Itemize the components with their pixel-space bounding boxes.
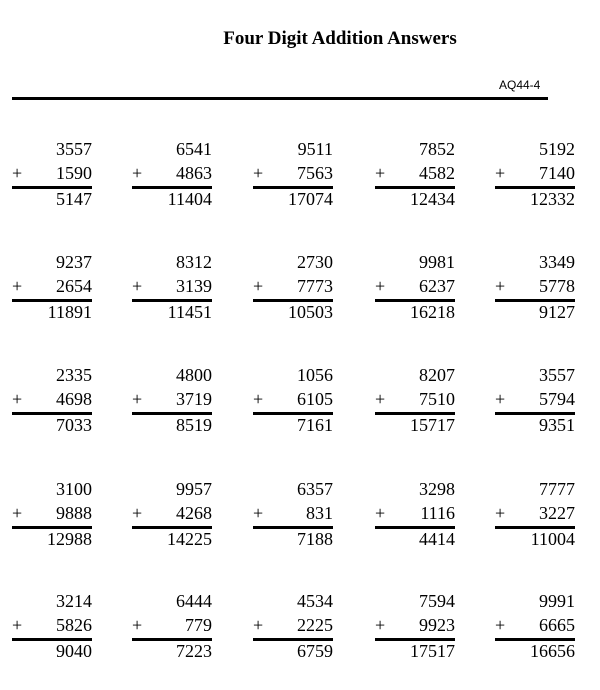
addend-top: 3100 (56, 479, 92, 499)
addend-bottom: 2654 (56, 276, 92, 296)
addition-problem (375, 478, 455, 549)
sum-answer: 15717 (410, 415, 455, 435)
page-title: Four Digit Addition Answers (223, 28, 457, 49)
plus-sign: + (12, 389, 23, 409)
addition-problem (132, 364, 212, 435)
plus-sign: + (132, 389, 143, 409)
addend-top: 7594 (419, 591, 455, 611)
sum-answer: 7033 (56, 415, 92, 435)
sum-answer: 6759 (297, 641, 333, 661)
sum-answer: 11004 (530, 529, 575, 549)
addition-problem (495, 364, 575, 435)
addend-bottom: 7510 (419, 389, 455, 409)
addend-bottom: 5826 (56, 615, 92, 635)
addend-bottom: 3227 (539, 503, 575, 523)
addend-top: 2730 (297, 252, 333, 272)
plus-sign: + (253, 163, 264, 183)
addition-problem (253, 138, 333, 209)
addend-top: 3214 (56, 591, 92, 611)
addend-bottom: 6665 (539, 615, 575, 635)
sum-answer: 5147 (56, 189, 92, 209)
plus-sign: + (495, 615, 506, 635)
addition-problem (375, 590, 455, 661)
addition-problem (253, 478, 333, 549)
sum-answer: 11891 (47, 302, 92, 322)
sum-answer: 11404 (167, 189, 212, 209)
addition-problem (253, 251, 333, 322)
plus-sign: + (132, 276, 143, 296)
addition-problem (253, 364, 333, 435)
addition-problem (12, 138, 92, 209)
sum-answer: 16656 (530, 641, 575, 661)
addition-problem (132, 590, 212, 661)
addend-bottom: 4582 (419, 163, 455, 183)
addend-top: 9991 (539, 591, 575, 611)
plus-sign: + (12, 276, 23, 296)
addend-top: 7852 (419, 139, 455, 159)
addition-problem (495, 138, 575, 209)
plus-sign: + (375, 163, 386, 183)
addend-top: 6444 (176, 591, 212, 611)
sum-answer: 10503 (288, 302, 333, 322)
addend-bottom: 1116 (420, 503, 455, 523)
plus-sign: + (375, 389, 386, 409)
plus-sign: + (495, 389, 506, 409)
addend-bottom: 1590 (56, 163, 92, 183)
addend-top: 4534 (297, 591, 333, 611)
plus-sign: + (375, 503, 386, 523)
addend-bottom: 9888 (56, 503, 92, 523)
addend-bottom: 3719 (176, 389, 212, 409)
plus-sign: + (253, 503, 264, 523)
addition-problem (12, 251, 92, 322)
worksheet-code: AQ44-4 (499, 78, 541, 92)
addend-bottom: 779 (185, 615, 212, 635)
addend-bottom: 4698 (56, 389, 92, 409)
addend-top: 6541 (176, 139, 212, 159)
addend-top: 3557 (539, 365, 575, 385)
addition-problem (495, 251, 575, 322)
sum-answer: 7161 (297, 415, 333, 435)
sum-answer: 9040 (56, 641, 92, 661)
sum-answer: 9351 (539, 415, 575, 435)
addend-top: 6357 (297, 479, 333, 499)
plus-sign: + (253, 389, 264, 409)
plus-sign: + (495, 163, 506, 183)
addend-top: 5192 (539, 139, 575, 159)
addend-bottom: 3139 (176, 276, 212, 296)
sum-answer: 17517 (410, 641, 455, 661)
sum-answer: 9127 (539, 302, 575, 322)
plus-sign: + (132, 163, 143, 183)
addition-problem (495, 478, 575, 549)
addend-bottom: 6237 (419, 276, 455, 296)
plus-sign: + (253, 615, 264, 635)
plus-sign: + (132, 503, 143, 523)
addend-bottom: 5794 (539, 389, 575, 409)
sum-answer: 12434 (410, 189, 455, 209)
addition-problem (253, 590, 333, 661)
addend-top: 9511 (297, 139, 333, 159)
sum-answer: 8519 (176, 415, 212, 435)
plus-sign: + (495, 276, 506, 296)
plus-sign: + (495, 503, 506, 523)
addend-top: 9981 (419, 252, 455, 272)
addition-problem (132, 251, 212, 322)
sum-answer: 17074 (288, 189, 333, 209)
sum-answer: 12332 (530, 189, 575, 209)
addend-top: 9957 (176, 479, 212, 499)
addend-top: 2335 (56, 365, 92, 385)
addition-problem (375, 138, 455, 209)
addend-bottom: 6105 (297, 389, 333, 409)
addend-bottom: 9923 (419, 615, 455, 635)
addition-problem (132, 478, 212, 549)
addend-bottom: 7563 (297, 163, 333, 183)
sum-answer: 7188 (297, 529, 333, 549)
addend-bottom: 4863 (176, 163, 212, 183)
plus-sign: + (132, 615, 143, 635)
sum-answer: 7223 (176, 641, 212, 661)
addition-problem (12, 590, 92, 661)
addend-bottom: 2225 (297, 615, 333, 635)
plus-sign: + (12, 615, 23, 635)
addition-problem (12, 478, 92, 549)
plus-sign: + (253, 276, 264, 296)
sum-answer: 16218 (410, 302, 455, 322)
addend-top: 8207 (419, 365, 455, 385)
sum-answer: 14225 (167, 529, 212, 549)
addition-problem (12, 364, 92, 435)
addend-bottom: 7140 (539, 163, 575, 183)
addend-top: 1056 (297, 365, 333, 385)
plus-sign: + (375, 615, 386, 635)
addend-top: 3557 (56, 139, 92, 159)
addend-bottom: 7773 (297, 276, 333, 296)
plus-sign: + (12, 503, 23, 523)
sum-answer: 4414 (419, 529, 455, 549)
sum-answer: 11451 (167, 302, 212, 322)
addend-top: 8312 (176, 252, 212, 272)
addition-problem (132, 138, 212, 209)
addend-top: 3349 (539, 252, 575, 272)
addend-top: 4800 (176, 365, 212, 385)
addend-bottom: 831 (306, 503, 333, 523)
plus-sign: + (375, 276, 386, 296)
addition-problem (495, 590, 575, 661)
addend-bottom: 5778 (539, 276, 575, 296)
addend-top: 9237 (56, 252, 92, 272)
plus-sign: + (12, 163, 23, 183)
addend-top: 7777 (539, 479, 575, 499)
addition-problem (375, 364, 455, 435)
addend-bottom: 4268 (176, 503, 212, 523)
addition-problem (375, 251, 455, 322)
sum-answer: 12988 (47, 529, 92, 549)
addend-top: 3298 (419, 479, 455, 499)
